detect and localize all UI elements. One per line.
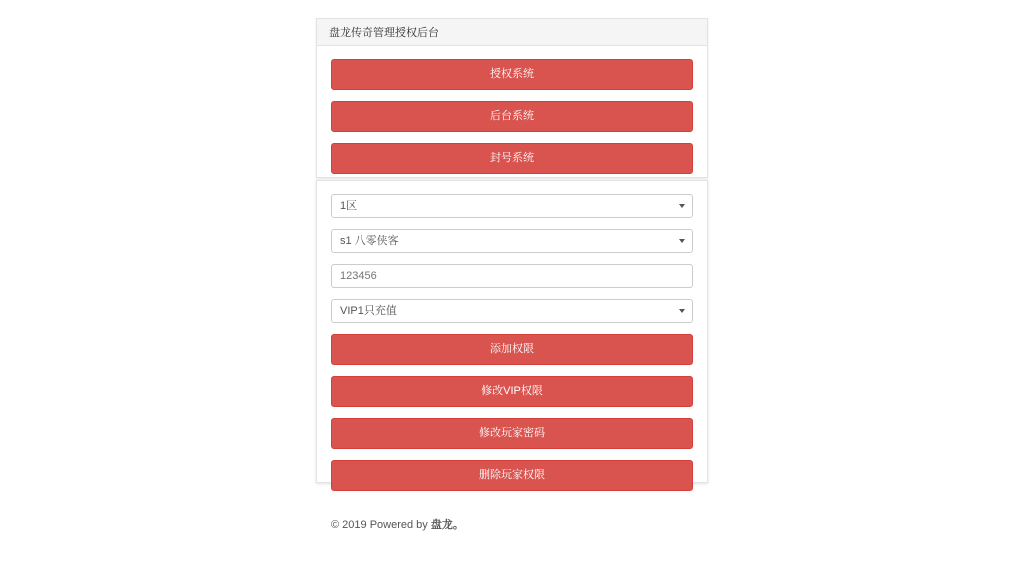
footer-brand: 盘龙。 [430,519,464,531]
server-select[interactable]: 1区 [331,194,693,218]
server-select-field [331,194,693,218]
top-panel [316,18,708,178]
footer-copyright: © 2019 Powered by [331,519,431,531]
vip-select-field [331,299,693,323]
account-input-field [331,264,693,288]
modify-vip-permission-button[interactable]: 修改VIP权限 [331,376,693,407]
modify-player-password-button[interactable]: 修改玩家密码 [331,418,693,449]
footer [331,502,693,532]
vip-select[interactable]: VIP1只充值 [331,299,693,323]
auth-system-button[interactable]: 授权系统 [331,59,693,90]
form-panel [316,180,708,531]
account-input[interactable] [331,264,693,288]
form-panel-body [317,181,707,542]
role-select-field [331,229,693,253]
page-title: 盘龙传奇管理授权后台 [329,27,439,39]
role-select[interactable]: s1 八零侠客 [331,229,693,253]
add-permission-button[interactable]: 添加权限 [331,334,693,365]
backend-system-button[interactable]: 后台系统 [331,101,693,132]
ban-system-button[interactable]: 封号系统 [331,143,693,174]
panel-title-bar [317,19,707,46]
delete-player-permission-button[interactable]: 删除玩家权限 [331,460,693,491]
